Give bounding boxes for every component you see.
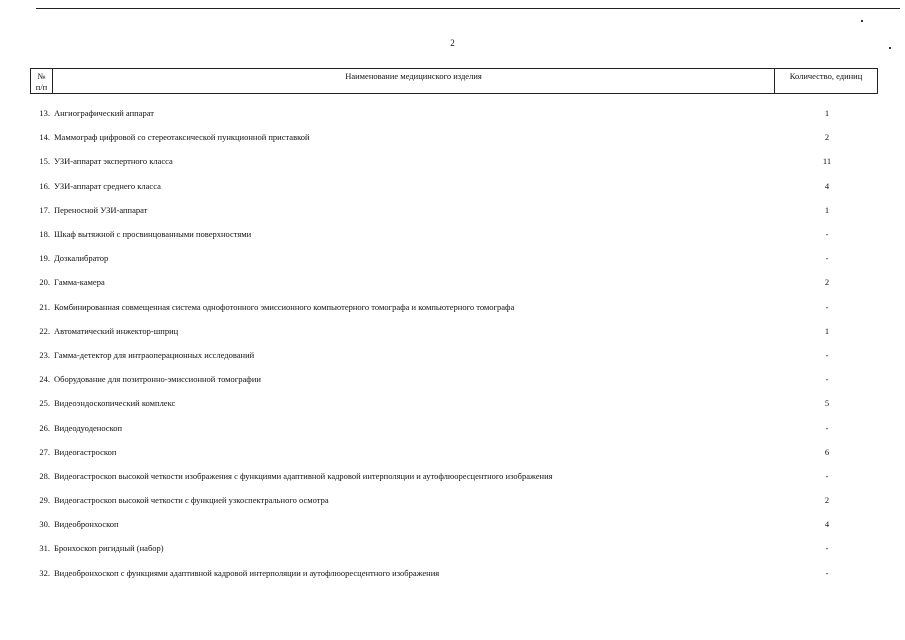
- table-row: [30, 561, 878, 585]
- row-device-name: УЗИ-аппарат экспертного класса: [54, 156, 173, 167]
- row-number: 17.: [39, 204, 50, 215]
- table-row: [30, 198, 878, 222]
- row-device-name: УЗИ-аппарат среднего класса: [54, 180, 161, 191]
- row-number: 29.: [39, 495, 50, 506]
- row-quantity: 1: [824, 108, 830, 119]
- row-number: 25.: [39, 398, 50, 409]
- table-row: [30, 319, 878, 343]
- page-top-rule: [36, 8, 900, 9]
- row-device-name: Комбинированная совмещенная система однофотонного эмиссионного компьютерного томографа и компьютерного томографа: [54, 301, 515, 312]
- row-quantity: -: [825, 374, 829, 385]
- row-device-name: Видеогастроскоп: [54, 446, 117, 457]
- table-row: [30, 415, 878, 439]
- row-number: 23.: [39, 349, 50, 360]
- row-quantity: 6: [824, 446, 830, 457]
- row-device-name: Гамма-детектор для интраоперационных исследований: [54, 349, 255, 360]
- header-num-symbol: №: [37, 71, 46, 81]
- row-device-name: Дозкалибратор: [54, 253, 109, 264]
- row-quantity: -: [825, 253, 829, 264]
- row-number: 21.: [39, 301, 50, 312]
- row-number: 18.: [39, 229, 50, 240]
- row-device-name: Бронхоскоп ригидный (набор): [54, 543, 164, 554]
- row-number: 19.: [39, 253, 50, 264]
- table-row: [30, 367, 878, 391]
- table-row: [30, 488, 878, 512]
- row-number: 28.: [39, 470, 50, 481]
- row-quantity: 2: [824, 277, 830, 288]
- header-qty-cell: Количество, единиц: [789, 71, 863, 81]
- row-device-name: Видеодуоденоскоп: [54, 422, 123, 433]
- table-row: [30, 222, 878, 246]
- row-quantity: 2: [824, 495, 830, 506]
- row-quantity: 11: [822, 156, 832, 167]
- header-name-cell: Наименование медицинского изделия: [53, 69, 775, 93]
- row-quantity: 5: [824, 398, 830, 409]
- row-quantity: -: [825, 422, 829, 433]
- table-row: [30, 295, 878, 319]
- row-number: 27.: [39, 446, 50, 457]
- row-device-name: Ангиографический аппарат: [54, 108, 154, 119]
- table-header: [30, 68, 878, 94]
- table-row: [30, 270, 878, 294]
- row-quantity: 4: [824, 519, 830, 530]
- table-row: [30, 149, 878, 173]
- table-row: [30, 391, 878, 415]
- row-device-name: Маммограф цифровой со стереотаксической пункционной приставкой: [54, 132, 310, 143]
- row-number: 15.: [39, 156, 50, 167]
- table-row: [30, 512, 878, 536]
- row-quantity: 4: [824, 180, 830, 191]
- table-row: [30, 174, 878, 198]
- row-device-name: Шкаф вытяжной с просвинцованными поверхностями: [54, 229, 252, 240]
- table-row: [30, 464, 878, 488]
- row-number: 16.: [39, 180, 50, 191]
- row-device-name: Видеогастроскоп высокой четкости изображения с функциями адаптивной кадровой интерполяции и аутофлюоресцентного изображения: [54, 470, 553, 481]
- row-number: 24.: [39, 374, 50, 385]
- scan-speck: [861, 20, 863, 22]
- row-number: 30.: [39, 519, 50, 530]
- row-number: 26.: [39, 422, 50, 433]
- row-quantity: -: [825, 301, 829, 312]
- row-number: 32.: [39, 567, 50, 578]
- table-row: [30, 343, 878, 367]
- table-body: [30, 101, 878, 585]
- row-quantity: -: [825, 349, 829, 360]
- header-num-cell: [31, 69, 53, 93]
- header-num-abbrev: п/п: [35, 82, 48, 92]
- row-device-name: Видеобронхоскоп: [54, 519, 119, 530]
- table-row: [30, 246, 878, 270]
- table-row: [30, 101, 878, 125]
- row-device-name: Гамма-камера: [54, 277, 105, 288]
- row-device-name: Видеобронхоскоп с функциями адаптивной кадровой интерполяции и аутофлюоресцентного изображения: [54, 567, 440, 578]
- row-quantity: 2: [824, 132, 830, 143]
- row-number: 14.: [39, 132, 50, 143]
- row-quantity: 1: [824, 325, 830, 336]
- row-device-name: Оборудование для позитронно-эмиссионной томографии: [54, 374, 261, 385]
- row-device-name: Переносной УЗИ-аппарат: [54, 204, 148, 215]
- row-quantity: -: [825, 567, 829, 578]
- row-number: 31.: [39, 543, 50, 554]
- table-row: [30, 536, 878, 560]
- row-quantity: -: [825, 229, 829, 240]
- row-device-name: Видеоэндоскопический комплекс: [54, 398, 176, 409]
- table-row: [30, 440, 878, 464]
- row-quantity: -: [825, 543, 829, 554]
- row-quantity: 1: [824, 204, 830, 215]
- row-number: 13.: [39, 108, 50, 119]
- row-device-name: Автоматический инжектор-шприц: [54, 325, 179, 336]
- row-number: 20.: [39, 277, 50, 288]
- table-row: [30, 125, 878, 149]
- page-number: 2: [450, 38, 455, 48]
- row-quantity: -: [825, 470, 829, 481]
- row-device-name: Видеогастроскоп высокой четкости с функцией узкоспектрального осмотра: [54, 495, 329, 506]
- row-number: 22.: [39, 325, 50, 336]
